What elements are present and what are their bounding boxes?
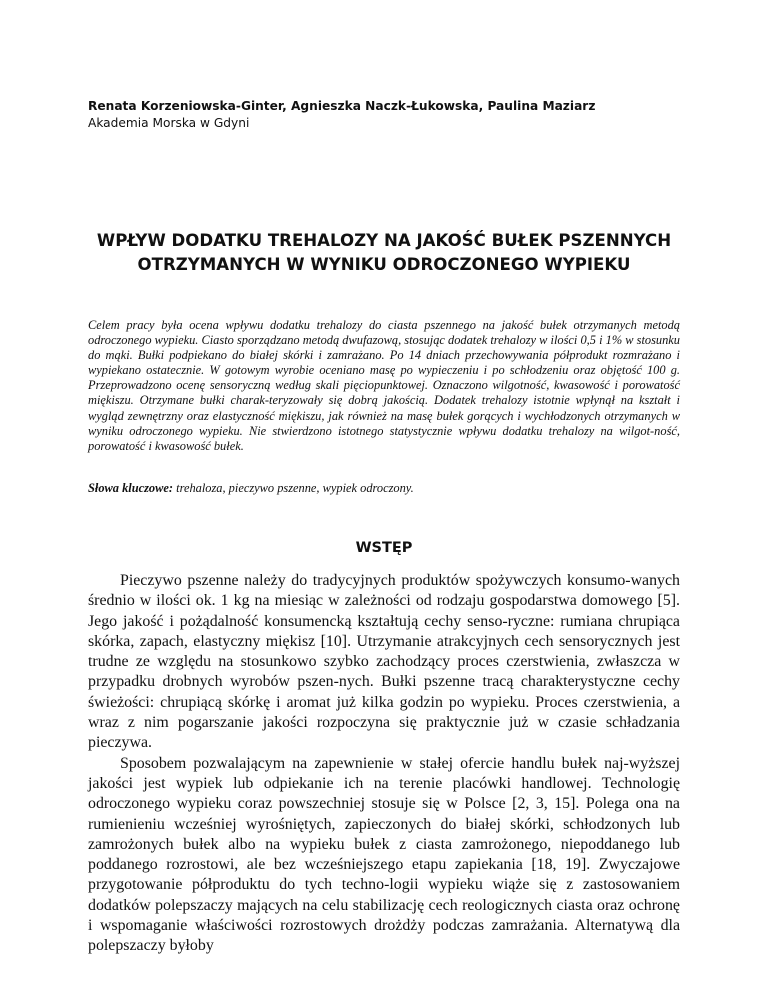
- section-heading: WSTĘP: [355, 540, 413, 556]
- authors: Renata Korzeniowska-Ginter, Agnieszka Naczk-Łukowska, Paulina Maziarz: [88, 99, 596, 113]
- keywords: [88, 480, 680, 496]
- paragraph: Sposobem pozwalającym na zapewnienie w stałej ofercie handlu bułek naj-wyższej jakości jest wypiek lub odpiekanie ich na terenie placówki handlowej. Technologię odroczonego wypieku coraz powszechniej stosuje się w Polsce [2, 3, 15]. Polega ona na rumienieniu wcześniej wyrośniętych, zapieczonych do białej skórki, schłodzonych lub zamrożonych bułek albo na wypieku bułek z ciasta zamrożonego, niepoddanego lub poddanego rozrostowi, ale bez wcześniejszego etapu zapiekania [18, 19]. Zwyczajowe przygotowanie półproduktu do tych techno-logii wypieku wiąże się z zastosowaniem dodatków polepszaczy mających na celu stabilizację cech reologicznych ciasta oraz ochronę i wspomaganie właściwości rozrostowych drożdży podczas zamrażania. Alternatywą dla polepszaczy byłoby: [88, 754, 680, 955]
- title-line-1: WPŁYW DODATKU TREHALOZY NA JAKOŚĆ BUŁEK PSZENNYCH: [96, 231, 672, 250]
- keywords-text: trehaloza, pieczywo pszenne, wypiek odroczony.: [176, 481, 414, 495]
- keywords-label: Słowa kluczowe:: [88, 481, 174, 495]
- paper-title: [88, 229, 680, 277]
- paragraph: Pieczywo pszenne należy do tradycyjnych produktów spożywczych konsumo-wanych średnio w ilości ok. 1 kg na miesiąc w zależności od rodzaju gospodarstwa domowego [5]. Jego jakość i pożądalność konsumencką kształtują cechy senso-ryczne: rumiana chrupiąca skórka, zapach, elastyczny miękisz [10]. Utrzymanie atrakcyjnych cech sensorycznych jest trudne ze względu na stosunkowo szybko zachodzący proces czerstwienia, zwłaszcza w przypadku drobnych wyrobów pszen-nych. Bułki pszenne tracą charakterystyczne cechy świeżości: chrupiącą skórkę i aromat już kilka godzin po wypieku. Proces czerstwienia, a wraz z nim pogarszanie jakości rozpoczyna się praktycznie już w czasie schładzania pieczywa.: [88, 572, 680, 752]
- title-line-2: OTRZYMANYCH W WYNIKU ODROCZONEGO WYPIEKU: [137, 255, 631, 274]
- affiliation: Akademia Morska w Gdyni: [88, 116, 250, 130]
- body-text: [88, 571, 680, 957]
- abstract: Celem pracy była ocena wpływu dodatku trehalozy do ciasta pszennego na jakość bułek otrzymanych metodą odroczonego wypieku. Ciasto sporządzano metodą dwufazową, stosując dodatek trehalozy w ilości 0,5 i 1% w stosunku do mąki. Bułki podpiekano do białej skórki i zamrażano. Po 14 dniach przechowywania półprodukt rozmrażano i wypiekano ostatecznie. W gotowym wyrobie oceniano masę po wypieczeniu i po schłodzeniu oraz objętość 100 g. Przeprowadzono ocenę sensoryczną według skali pięciopunktowej. Oznaczono wilgotność, kwasowość i porowatość miękiszu. Otrzymane bułki charak-teryzowały się dobrą jakością. Dodatek trehalozy istotnie wpłynął na kształt i wygląd zewnętrzny oraz elastyczność miękiszu, jak również na masę bułek gorących i wychłodzonych otrzymanych w wyniku odroczonego wypieku. Nie stwierdzono istotnego statystycznie wpływu dodatku trehalozy na wilgot-ność, porowatość i kwasowość bułek.: [88, 318, 680, 453]
